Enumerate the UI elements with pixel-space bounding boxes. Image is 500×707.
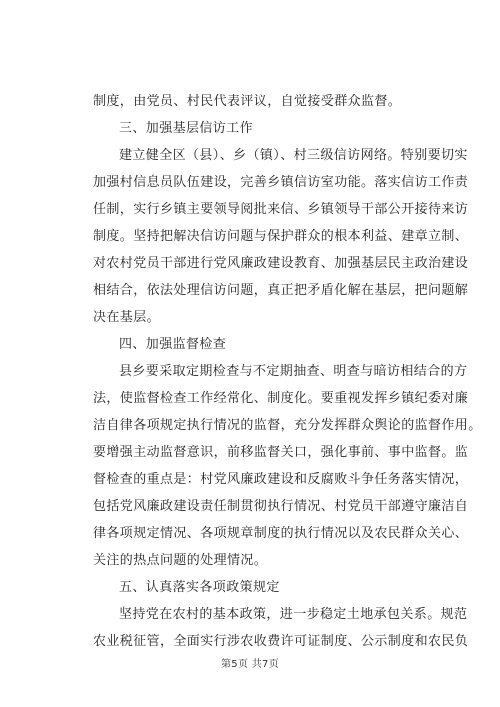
- text-line: 制度。坚持把解决信访问题与保护群众的根本利益、建章立制、: [93, 229, 469, 244]
- page-footer: 第5页 共7页: [220, 659, 279, 670]
- text-line: 任制，实行乡镇主要领导阅批来信、乡镇领导干部公开接待来访: [93, 202, 469, 217]
- text-line: 洁自律各项规定执行情况的监督，充分发挥群众舆论的监督作用。: [93, 418, 482, 433]
- text-line: 法，使监督检查工作经常化、制度化。要重视发挥乡镇纪委对廉: [93, 391, 469, 406]
- text-line: 要增强主动监督意识，前移监督关口，强化事前、事中监督。监: [93, 445, 469, 460]
- text-line: 五、认真落实各项政策规定: [119, 580, 280, 595]
- text-line: 坚持党在农村的基本政策，进一步稳定土地承包关系。规范: [119, 607, 468, 622]
- text-line: 对农村党员干部进行党风廉政建设教育、加强基层民主政治建设: [93, 256, 469, 271]
- text-line: 四、加强监督检查: [119, 337, 227, 352]
- text-line: 制度，由党员、村民代表评议，自觉接受群众监督。: [93, 94, 402, 109]
- text-line: 关注的热点问题的处理情况。: [93, 553, 268, 568]
- text-line: 建立健全区（县）、乡（镇）、村三级信访网络。特别要切实: [119, 148, 468, 163]
- text-line: 决在基层。: [93, 310, 161, 325]
- text-line: 督检查的重点是：村党风廉政建设和反腐败斗争任务落实情况，: [93, 472, 469, 487]
- text-line: 相结合，依法处理信访问题，真正把矛盾化解在基层，把问题解: [93, 283, 469, 298]
- text-line: 包括党风廉政建设责任制贯彻执行情况、村党员干部遵守廉洁自: [93, 499, 469, 514]
- text-line: 农业税征管，全面实行涉农收费许可证制度、公示制度和农民负: [93, 634, 469, 649]
- text-line: 县乡要采取定期检查与不定期抽查、明查与暗访相结合的方: [119, 364, 468, 379]
- body-text: [93, 88, 482, 655]
- text-line: 三、加强基层信访工作: [119, 121, 254, 136]
- text-line: 律各项规定情况、各项规章制度的执行情况以及农民群众关心、: [93, 526, 469, 541]
- text-line: 加强村信息员队伍建设，完善乡镇信访室功能。落实信访工作责: [93, 175, 469, 190]
